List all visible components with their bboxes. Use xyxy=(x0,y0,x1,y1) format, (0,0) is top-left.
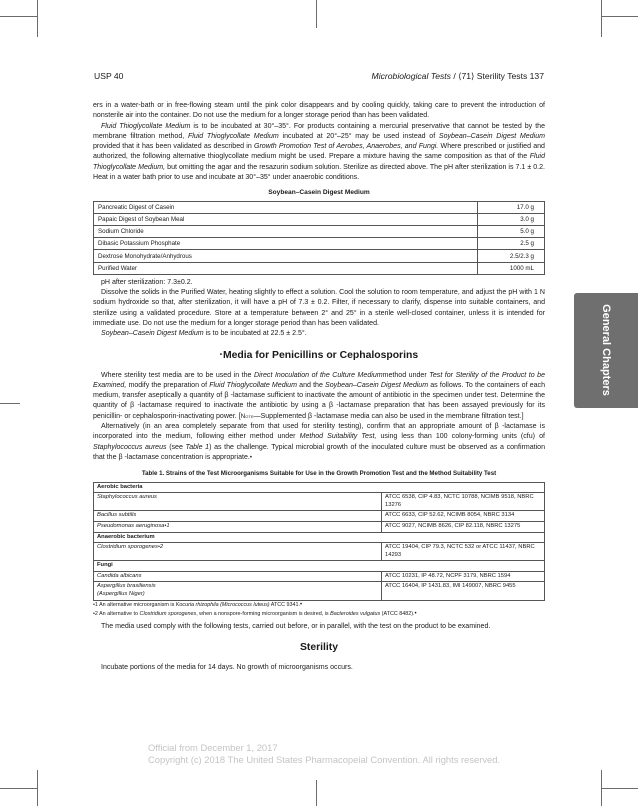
table-row: Dextrose Monohydrate/Anhydrous 2.5/2.3 g xyxy=(94,250,545,262)
paragraph: Dissolve the solids in the Purified Water, heating slightly to effect a solution. Cool the solution to room temperature, and adjust the pH with 1 N sodium hydroxide so that, after sterilization, it will have a pH of 7.3 ± 0.2. Filter, if necessary to clarify, dispense into suitable containers, and sterilize using a validated procedure. Store at a temperature between 2° and 25° in a sterile well-closed container, unless it is intended for immediate use. Do not use the medium for a longer storage period than has been validated. xyxy=(93,289,545,327)
side-tab-label: General Chapters xyxy=(600,304,612,396)
table-row: Clostridium sporogenes•2 ATCC 19404, CIP 79.3, NCTC 532 or ATCC 11437, NBRC 14293 xyxy=(94,543,545,561)
table-group-row: Anaerobic bacterium xyxy=(94,532,545,543)
crop-mark xyxy=(0,788,37,789)
crop-mark xyxy=(37,770,38,806)
table-caption: Table 1. Strains of the Test Microorganisms Suitable for Use in the Growth Promotion Test and the Method Suitability Test xyxy=(141,470,497,478)
running-head xyxy=(94,71,544,83)
running-head-right: Microbiological Tests / ⟨71⟩ Sterility Tests 137 xyxy=(371,71,544,81)
table-group-row: Fungi xyxy=(94,561,545,572)
table-caption: Soybean–Casein Digest Medium xyxy=(268,189,370,197)
table-row: Sodium Chloride 5.0 g xyxy=(94,226,545,238)
table-row: Bacillus subtilis ATCC 6633, CIP 52.62, NCIMB 8054, NBRC 3134 xyxy=(94,511,545,522)
table-row: Aspergillus brasiliensis (Aspergillus Niger) ATCC 16404, IP 1431.83, IMI 149007, NBRC 9455 xyxy=(94,582,545,600)
paragraph: Incubate portions of the media for 14 days. No growth of microorganisms occurs. xyxy=(101,663,353,671)
table-row: Papaic Digest of Soybean Meal 3.0 g xyxy=(94,213,545,225)
table-row: Dibasic Potassium Phosphate 2.5 g xyxy=(94,238,545,250)
crop-mark xyxy=(601,0,602,37)
table-footnote: •1 An alternative microorganism is Kocuria rhizophila (Micrococcus luteus) ATCC 9341.• •2 An alternative to Clostridium sporogenes, when a nonspore-forming microorganism is desired, is Bacteroides vulgatus (ATCC 8482).• xyxy=(93,601,417,617)
paragraph: pH after sterilization: 7.3±0.2. xyxy=(101,278,193,286)
page-content xyxy=(93,101,545,673)
running-head-left: USP 40 xyxy=(94,71,124,81)
crop-mark xyxy=(316,0,317,28)
crop-mark xyxy=(601,16,638,17)
table-row: Pseudomonas aeruginosa•1 ATCC 9027, NCIMB 8626, CIP 82.118, NBRC 13275 xyxy=(94,521,545,532)
paragraph: The media used comply with the following tests, carried out before, or in parallel, with the test on the product to be examined. xyxy=(101,622,491,630)
table-row: Candida albicans ATCC 10231, IP 48.72, NCPF 3179, NBRC 1594 xyxy=(94,571,545,582)
section-heading: •Media for Penicillins or Cephalosporins xyxy=(219,349,419,361)
crop-mark xyxy=(0,403,20,404)
crop-mark xyxy=(601,788,638,789)
table-row: Staphylococcus aureus ATCC 6538, CIP 4.83, NCTC 10788, NCIMB 9518, NBRC 13276 xyxy=(94,493,545,511)
crop-mark xyxy=(316,780,317,806)
section-side-tab xyxy=(574,293,638,408)
paragraph: ers in a water-bath or in free-flowing steam until the pink color disappears and by cooling quickly, taking care to prevent the introduction of nonsterile air into the container. Do not use the medium for a longer storage period than has been validated. xyxy=(93,102,545,120)
table-group-row: Aerobic bacteria xyxy=(94,482,545,493)
paragraph: Soybean–Casein Digest Medium is to be incubated at 22.5 ± 2.5°. xyxy=(101,330,307,338)
section-heading: Sterility xyxy=(299,641,339,653)
paragraph: Alternatively (in an area completely separate from that used for sterility testing), confirm that an appropriate amount of β -lactamase is incorporated into the medium, following either method under Method Suitability Test, using less than 100 colony-forming units (cfu) of Staphylococcus aureus (see Table 1) as the challenge. Typical microbial growth of the inoculated culture must be observed as a confirmation that the β -lactamase concentration is appropriate.• xyxy=(93,423,546,461)
medium-composition-table xyxy=(93,201,545,275)
test-strains-table xyxy=(93,482,545,601)
official-watermark: Official from December 1, 2017 Copyright (c) 2018 The United States Pharmacopeial Convention. All rights reserved. xyxy=(148,742,501,765)
table-row: Purified Water 1000 mL xyxy=(94,262,545,274)
paragraph: Fluid Thioglycollate Medium is to be incubated at 30°–35°. For products containing a mercurial preservative that cannot be tested by the membrane filtration method, Fluid Thioglycollate Medium incubated at 20°–25° may be used instead of Soybean–Casein Digest Medium provided that it has been validated as described in Growth Promotion Test of Aerobes, Anaerobes, and Fungi. Where prescribed or justified and authorized, the following alternative thioglycollate medium might be used. Prepare a mixture having the same composition as that of the Fluid Thioglycollate Medium, but omitting the agar and the resazurin sodium solution. Sterilize as directed above. The pH after sterilization is 7.1 ± 0.2. Heat in a water bath prior to use and incubate at 30°–35° under anaerobic conditions. xyxy=(93,122,546,182)
crop-mark xyxy=(601,770,602,806)
crop-mark xyxy=(37,0,38,37)
table-row: Pancreatic Digest of Casein 17.0 g xyxy=(94,201,545,213)
crop-mark xyxy=(0,16,37,17)
paragraph: Where sterility test media are to be used in the Direct Inoculation of the Culture Mediummethod under Test for Sterility of the Product to be Examined, modify the preparation of Fluid Thioglycollate Medium and the Soybean–Casein Digest Medium as follows. To the containers of each medium, transfer aseptically a quantity of β -lactamase sufficient to inactivate the amount of antibiotic in the specimen under test. Determine the quantity of β -lactamase required to inactivate the antibiotic by using a β -lactamase preparation that has been assayed previously for its penicillin- or cephalosporin-inactivating power. [Note—Supplemented β -lactamase media can also be used in the membrane filtration test.] xyxy=(93,371,545,420)
